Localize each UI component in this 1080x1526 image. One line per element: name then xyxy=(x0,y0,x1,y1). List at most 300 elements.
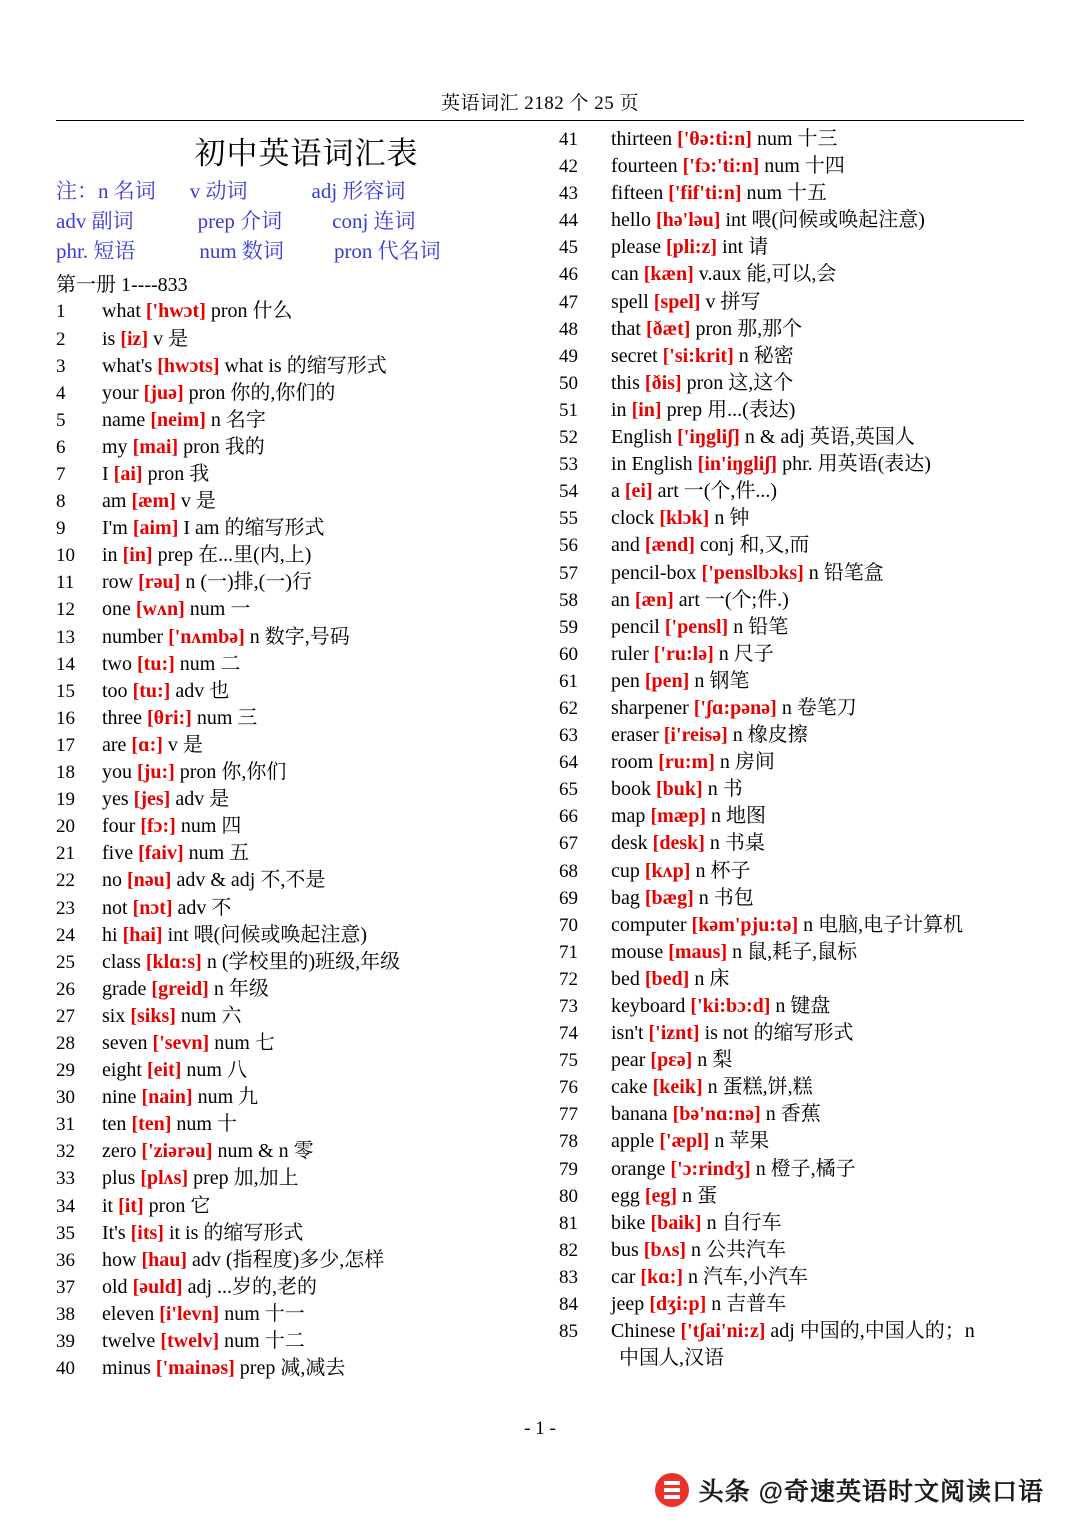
entry-definition: int 请 xyxy=(722,236,769,259)
word-entry xyxy=(56,1030,537,1057)
entry-number: 51 xyxy=(559,399,578,421)
entry-phonetic: [ten] xyxy=(131,1113,172,1136)
entry-word: and xyxy=(611,534,640,557)
word-entry xyxy=(56,542,537,569)
entry-definition: n 香蕉 xyxy=(765,1103,821,1126)
entry-phonetic: [ænd] xyxy=(644,534,695,557)
entry-definition: is not 的缩写形式 xyxy=(704,1022,854,1045)
entry-definition: n 橡皮擦 xyxy=(732,724,808,747)
legend-block xyxy=(56,177,537,266)
entry-body xyxy=(102,949,537,976)
entry-definition: n 杯子 xyxy=(695,859,751,882)
entry-body xyxy=(611,180,1040,207)
entry-phonetic: [spel] xyxy=(653,290,701,313)
word-entry xyxy=(56,624,537,651)
entry-word: ruler xyxy=(611,642,649,665)
entry-number: 80 xyxy=(559,1185,578,1207)
entry-word: map xyxy=(611,805,646,828)
entry-body xyxy=(611,587,1040,614)
entry-number: 13 xyxy=(56,626,75,648)
entry-number: 67 xyxy=(559,833,578,855)
entry-body xyxy=(611,505,1040,532)
entry-definition: num 八 xyxy=(186,1059,247,1082)
entry-definition: adj ...岁的,老的 xyxy=(187,1275,317,1298)
entry-body xyxy=(611,695,1040,722)
entry-number: 29 xyxy=(56,1060,75,1082)
word-entry xyxy=(56,651,537,678)
entry-phonetic: [keik] xyxy=(652,1076,703,1099)
word-entry xyxy=(56,434,537,461)
entry-body xyxy=(611,560,1040,587)
entry-phonetic: ['hwɔt] xyxy=(145,300,206,323)
entry-phonetic: [nəu] xyxy=(127,869,172,892)
watermark-text: 头条 @奇速英语时文阅读口语 xyxy=(698,1478,1044,1506)
entry-body xyxy=(611,1318,1040,1345)
word-entry xyxy=(56,678,537,705)
entry-body xyxy=(611,1291,1040,1318)
entry-number: 41 xyxy=(559,129,578,150)
entry-phonetic: [wʌn] xyxy=(135,598,185,621)
entry-phonetic: [juə] xyxy=(143,381,184,404)
word-entry xyxy=(56,1111,537,1138)
entry-body xyxy=(102,1003,537,1030)
word-entry xyxy=(559,343,1040,370)
entry-number: 57 xyxy=(559,562,578,584)
entry-body xyxy=(611,939,1040,966)
entry-number: 17 xyxy=(56,734,75,756)
right-column xyxy=(559,126,1040,1382)
entry-definition: n 自行车 xyxy=(706,1211,782,1234)
entry-definition: n 卷笔刀 xyxy=(781,696,857,719)
entry-definition: n 尺子 xyxy=(718,642,774,665)
entry-definition: I am 的缩写形式 xyxy=(183,517,325,540)
entry-word: egg xyxy=(611,1184,640,1207)
entry-body xyxy=(102,786,537,813)
entry-number: 84 xyxy=(559,1294,578,1316)
word-entry xyxy=(559,830,1040,857)
entry-phonetic: [bə'nɑ:nə] xyxy=(672,1103,761,1126)
entry-body xyxy=(102,1301,537,1328)
entry-definition: pron 这,这个 xyxy=(686,371,794,394)
entry-word: number xyxy=(102,625,164,648)
entry-body xyxy=(102,434,537,461)
word-entry xyxy=(56,949,537,976)
entry-word: one xyxy=(102,598,131,621)
word-entry xyxy=(559,722,1040,749)
entry-phonetic: [pen] xyxy=(644,669,690,692)
word-entry xyxy=(559,776,1040,803)
entry-body xyxy=(102,1084,537,1111)
toutiao-logo-icon xyxy=(655,1473,689,1507)
entry-number: 56 xyxy=(559,535,578,557)
entry-word: banana xyxy=(611,1103,668,1126)
word-entry xyxy=(559,587,1040,614)
entry-definition: prep 用...(表达) xyxy=(666,398,796,421)
entry-phonetic: [θri:] xyxy=(146,706,192,729)
entry-body xyxy=(102,1138,537,1165)
word-entry xyxy=(559,397,1040,424)
word-entry xyxy=(559,289,1040,316)
entry-word: pencil-box xyxy=(611,561,697,584)
entry-phonetic: ['pensl] xyxy=(664,615,729,638)
entry-definition: n (学校里的)班级,年级 xyxy=(206,950,401,973)
word-entry xyxy=(559,1020,1040,1047)
word-entry xyxy=(559,1074,1040,1101)
entry-number: 39 xyxy=(56,1331,75,1352)
entry-number: 66 xyxy=(559,806,578,828)
entry-body xyxy=(102,298,537,325)
word-entry xyxy=(559,912,1040,939)
entry-body xyxy=(102,1355,537,1382)
entry-number: 48 xyxy=(559,318,578,340)
word-entry xyxy=(56,1274,537,1301)
entry-number: 61 xyxy=(559,670,578,692)
legend-adv: adv 副词 xyxy=(56,208,134,233)
entry-body xyxy=(611,424,1040,451)
entry-number: 46 xyxy=(559,264,578,286)
entry-phonetic: [in] xyxy=(631,398,662,421)
entry-number: 62 xyxy=(559,697,578,719)
entry-phonetic: [bæg] xyxy=(644,886,694,909)
entry-number: 27 xyxy=(56,1005,75,1027)
entry-phonetic: [bed] xyxy=(644,967,690,990)
entry-definition: adv 是 xyxy=(175,788,230,811)
word-entry xyxy=(559,1264,1040,1291)
entry-phonetic: ['ziərəu] xyxy=(141,1140,213,1163)
entry-number: 85 xyxy=(559,1321,578,1343)
entry-definition: n 床 xyxy=(694,967,730,990)
entry-word: pear xyxy=(611,1049,646,1072)
word-entry xyxy=(56,515,537,542)
word-entry xyxy=(559,1101,1040,1128)
entry-number: 4 xyxy=(56,382,66,404)
entry-definition: adv (指程度)多少,怎样 xyxy=(192,1248,385,1271)
entry-body xyxy=(102,1030,537,1057)
word-entry xyxy=(56,840,537,867)
entry-body xyxy=(611,1047,1040,1074)
entry-phonetic: [baik] xyxy=(650,1211,702,1234)
entry-body xyxy=(611,858,1040,885)
entry-body xyxy=(611,1264,1040,1291)
entry-definition: v.aux 能,可以,会 xyxy=(698,263,837,286)
word-entry xyxy=(56,922,537,949)
entry-word: old xyxy=(102,1275,128,1298)
entry-definition: n 橙子,橘子 xyxy=(755,1157,856,1180)
word-entry xyxy=(559,1237,1040,1264)
entry-phonetic: [ai] xyxy=(113,463,143,485)
entry-body xyxy=(611,1156,1040,1183)
entry-definition: prep 加,加上 xyxy=(193,1167,299,1190)
entry-number: 50 xyxy=(559,372,578,394)
entry-body xyxy=(611,885,1040,912)
entry-word: you xyxy=(102,761,132,784)
entry-word: is xyxy=(102,327,116,350)
entry-phonetic: [maus] xyxy=(668,940,728,963)
entry-body xyxy=(102,353,537,380)
word-entry xyxy=(56,298,537,325)
entry-number: 32 xyxy=(56,1141,75,1163)
entry-phonetic: [hau] xyxy=(141,1248,188,1271)
entry-word: a xyxy=(611,480,620,503)
entry-number: 73 xyxy=(559,996,578,1017)
entry-phonetic: [klɑ:s] xyxy=(145,950,202,973)
word-entry xyxy=(56,895,537,922)
entry-body xyxy=(102,651,537,678)
entry-word: not xyxy=(102,896,128,919)
entry-number: 40 xyxy=(56,1358,75,1380)
entry-phonetic: [klɔk] xyxy=(659,507,710,530)
entry-word: am xyxy=(102,490,127,513)
entry-word: secret xyxy=(611,344,658,367)
word-entry xyxy=(559,207,1040,234)
word-entry xyxy=(559,803,1040,830)
entry-definition: num 六 xyxy=(180,1004,242,1027)
entry-phonetic: [ei] xyxy=(624,480,653,503)
entry-word: zero xyxy=(102,1140,137,1163)
entry-body xyxy=(102,515,537,542)
word-entry xyxy=(56,353,537,380)
legend-adj: adj 形容词 xyxy=(311,179,406,203)
entry-body xyxy=(102,1111,537,1138)
entry-number: 75 xyxy=(559,1050,578,1072)
entry-number: 53 xyxy=(559,454,578,476)
word-entry xyxy=(559,1210,1040,1237)
entry-definition: n 铅笔 xyxy=(733,615,789,638)
entry-definition: n 钟 xyxy=(714,507,750,530)
entry-number: 78 xyxy=(559,1131,578,1153)
entry-number: 22 xyxy=(56,870,75,892)
word-entry xyxy=(559,153,1040,180)
entry-body xyxy=(102,407,537,434)
entry-number: 23 xyxy=(56,897,75,919)
entry-number: 54 xyxy=(559,481,578,503)
entry-body xyxy=(102,380,537,407)
word-entry xyxy=(559,451,1040,478)
entry-phonetic: [neim] xyxy=(150,408,206,431)
word-entry xyxy=(559,478,1040,505)
word-entry xyxy=(56,1328,537,1355)
entry-number: 47 xyxy=(559,291,578,313)
entry-word: six xyxy=(102,1004,126,1027)
entry-word: room xyxy=(611,751,654,774)
entry-definition: v 拼写 xyxy=(705,290,761,313)
entry-body xyxy=(611,397,1040,424)
word-entry xyxy=(56,1003,537,1030)
entry-word: I'm xyxy=(102,517,128,540)
entry-definition: n 鼠,耗子,鼠标 xyxy=(732,940,858,963)
entry-phonetic: ['fif'ti:n] xyxy=(668,182,742,205)
entry-word: English xyxy=(611,426,673,449)
entry-definition: n 汽车,小汽车 xyxy=(688,1265,809,1288)
legend-phr: phr. 短语 xyxy=(56,238,136,263)
entry-number: 72 xyxy=(559,968,578,990)
entry-body xyxy=(611,153,1040,180)
word-entry xyxy=(56,596,537,623)
entry-definition: n 蛋 xyxy=(682,1184,718,1207)
entry-body xyxy=(102,922,537,949)
entry-definition: n 书桌 xyxy=(709,832,765,855)
entry-number: 42 xyxy=(559,156,578,178)
entry-definition: n 电脑,电子计算机 xyxy=(803,913,964,936)
word-entry xyxy=(559,858,1040,885)
entry-body xyxy=(611,1074,1040,1101)
entry-body xyxy=(611,1101,1040,1128)
entry-definition: n 名字 xyxy=(210,408,266,431)
entry-number: 2 xyxy=(56,328,66,350)
entry-number: 28 xyxy=(56,1032,75,1054)
entry-word: jeep xyxy=(611,1293,645,1316)
word-entry xyxy=(559,695,1040,722)
entry-number: 21 xyxy=(56,843,75,865)
header-divider xyxy=(56,120,1024,121)
word-entry xyxy=(56,569,537,596)
entry-number: 30 xyxy=(56,1087,75,1109)
entry-number: 68 xyxy=(559,860,578,882)
entry-body xyxy=(102,1220,537,1247)
entry-definition: pron 我 xyxy=(147,463,210,485)
entry-body xyxy=(102,1328,537,1355)
entry-number: 83 xyxy=(559,1266,578,1288)
entry-word: no xyxy=(102,869,122,892)
word-entry xyxy=(559,966,1040,993)
entry-body xyxy=(102,326,537,353)
word-entry xyxy=(559,614,1040,641)
entry-definition: n 梨 xyxy=(697,1049,733,1072)
word-entry xyxy=(559,641,1040,668)
entry-word: sharpener xyxy=(611,696,689,719)
entry-definition: num 十三 xyxy=(756,128,838,150)
entry-word: book xyxy=(611,778,651,801)
entry-phonetic: ['ru:lə] xyxy=(653,642,714,665)
entry-number: 38 xyxy=(56,1303,75,1325)
entry-phonetic: [twelv] xyxy=(160,1330,220,1352)
entry-phonetic: [greid] xyxy=(151,977,209,1000)
entry-phonetic: [jes] xyxy=(133,788,171,811)
entry-definition: adj 中国的,中国人的；n xyxy=(770,1320,975,1343)
entry-word: this xyxy=(611,371,640,394)
entry-word: how xyxy=(102,1248,137,1271)
entry-body xyxy=(611,234,1040,261)
entry-number: 60 xyxy=(559,643,578,665)
entry-phonetic: [siks] xyxy=(130,1004,176,1027)
entry-definition: n 公共汽车 xyxy=(691,1238,787,1261)
word-entry xyxy=(559,1183,1040,1210)
entry-word: in xyxy=(611,398,627,421)
entry-phonetic: [æm] xyxy=(131,490,176,513)
entry-definition: v 是 xyxy=(180,490,216,513)
entry-phonetic: [in] xyxy=(122,544,153,567)
entry-body xyxy=(102,976,537,1003)
entry-definition: num 十一 xyxy=(224,1302,305,1325)
entry-word: bed xyxy=(611,967,640,990)
word-entry xyxy=(559,261,1040,288)
entry-phonetic: ['ki:bɔ:d] xyxy=(690,995,771,1017)
entry-phonetic: [buk] xyxy=(656,778,703,801)
entry-definition: pron 什么 xyxy=(210,300,293,323)
entry-definition: pron 我的 xyxy=(183,435,265,458)
entry-word: plus xyxy=(102,1167,136,1190)
word-list-left xyxy=(56,298,537,1382)
entry-body xyxy=(611,912,1040,939)
entry-word: eraser xyxy=(611,724,659,747)
entry-phonetic: ['si:krit] xyxy=(662,344,734,367)
word-entry xyxy=(56,1138,537,1165)
entry-phonetic: [eit] xyxy=(147,1059,182,1082)
entry-word: I xyxy=(102,463,109,485)
word-entry xyxy=(559,370,1040,397)
word-entry xyxy=(559,234,1040,261)
entry-number: 58 xyxy=(559,589,578,611)
entry-word: can xyxy=(611,263,639,286)
legend-pron: pron 代名词 xyxy=(333,238,441,263)
entry-definition: it is 的缩写形式 xyxy=(168,1221,304,1244)
entry-body xyxy=(102,867,537,894)
entry-definition: n 书 xyxy=(707,778,743,801)
volume-label: 第一册 1----833 xyxy=(56,274,188,297)
entry-body xyxy=(102,1057,537,1084)
entry-number: 55 xyxy=(559,508,578,530)
entry-definition: adv 不 xyxy=(177,896,232,919)
entry-definition: n 键盘 xyxy=(775,995,831,1017)
entry-phonetic: [plʌs] xyxy=(140,1167,189,1190)
entry-phonetic: [tu:] xyxy=(132,679,171,702)
entry-definition: art 一(个,件...) xyxy=(657,480,778,503)
entry-definition: n 房间 xyxy=(719,751,775,774)
entry-number: 63 xyxy=(559,725,578,747)
entry-number: 34 xyxy=(56,1195,75,1217)
entry-definition: n 年级 xyxy=(213,977,269,1000)
entry-body xyxy=(611,289,1040,316)
entry-definition: pron 你,你们 xyxy=(179,761,287,784)
entry-word: spell xyxy=(611,290,649,313)
page-number: - 1 - xyxy=(524,1418,556,1439)
entry-body xyxy=(611,1237,1040,1264)
watermark xyxy=(655,1472,1044,1508)
word-entry xyxy=(559,1047,1040,1074)
running-head: 英语词汇 2182 个 25 页 xyxy=(440,93,639,114)
word-entry xyxy=(56,1084,537,1111)
entry-phonetic: [ju:] xyxy=(137,761,175,784)
entry-body xyxy=(611,532,1040,559)
entry-body xyxy=(611,343,1040,370)
entry-phonetic: [i'reisə] xyxy=(663,724,728,747)
entry-definition: pron 你的,你们的 xyxy=(188,381,336,404)
word-entry xyxy=(56,1355,537,1382)
entry-phonetic: [i'levn] xyxy=(159,1302,220,1325)
entry-definition: pron 它 xyxy=(148,1194,211,1217)
entry-phonetic: [əuld] xyxy=(132,1275,183,1298)
entry-number: 15 xyxy=(56,680,75,702)
entry-number: 59 xyxy=(559,616,578,638)
entry-word: clock xyxy=(611,507,655,530)
entry-phonetic: [kʌp] xyxy=(644,859,691,882)
entry-word: pencil xyxy=(611,615,660,638)
entry-body xyxy=(611,207,1040,234)
word-entry xyxy=(56,1057,537,1084)
entry-definition: adv 也 xyxy=(175,679,230,702)
entry-word: row xyxy=(102,571,134,594)
entry-phonetic: [ru:m] xyxy=(658,751,715,774)
page-title: 初中英语词汇表 xyxy=(194,136,419,171)
entry-word: bag xyxy=(611,886,640,909)
entry-body xyxy=(102,678,537,705)
entry-word: thirteen xyxy=(611,128,673,150)
entry-body xyxy=(102,1165,537,1192)
entry-word: cup xyxy=(611,859,640,882)
word-entry xyxy=(559,126,1040,153)
entry-number: 52 xyxy=(559,427,578,449)
entry-word: mouse xyxy=(611,940,664,963)
